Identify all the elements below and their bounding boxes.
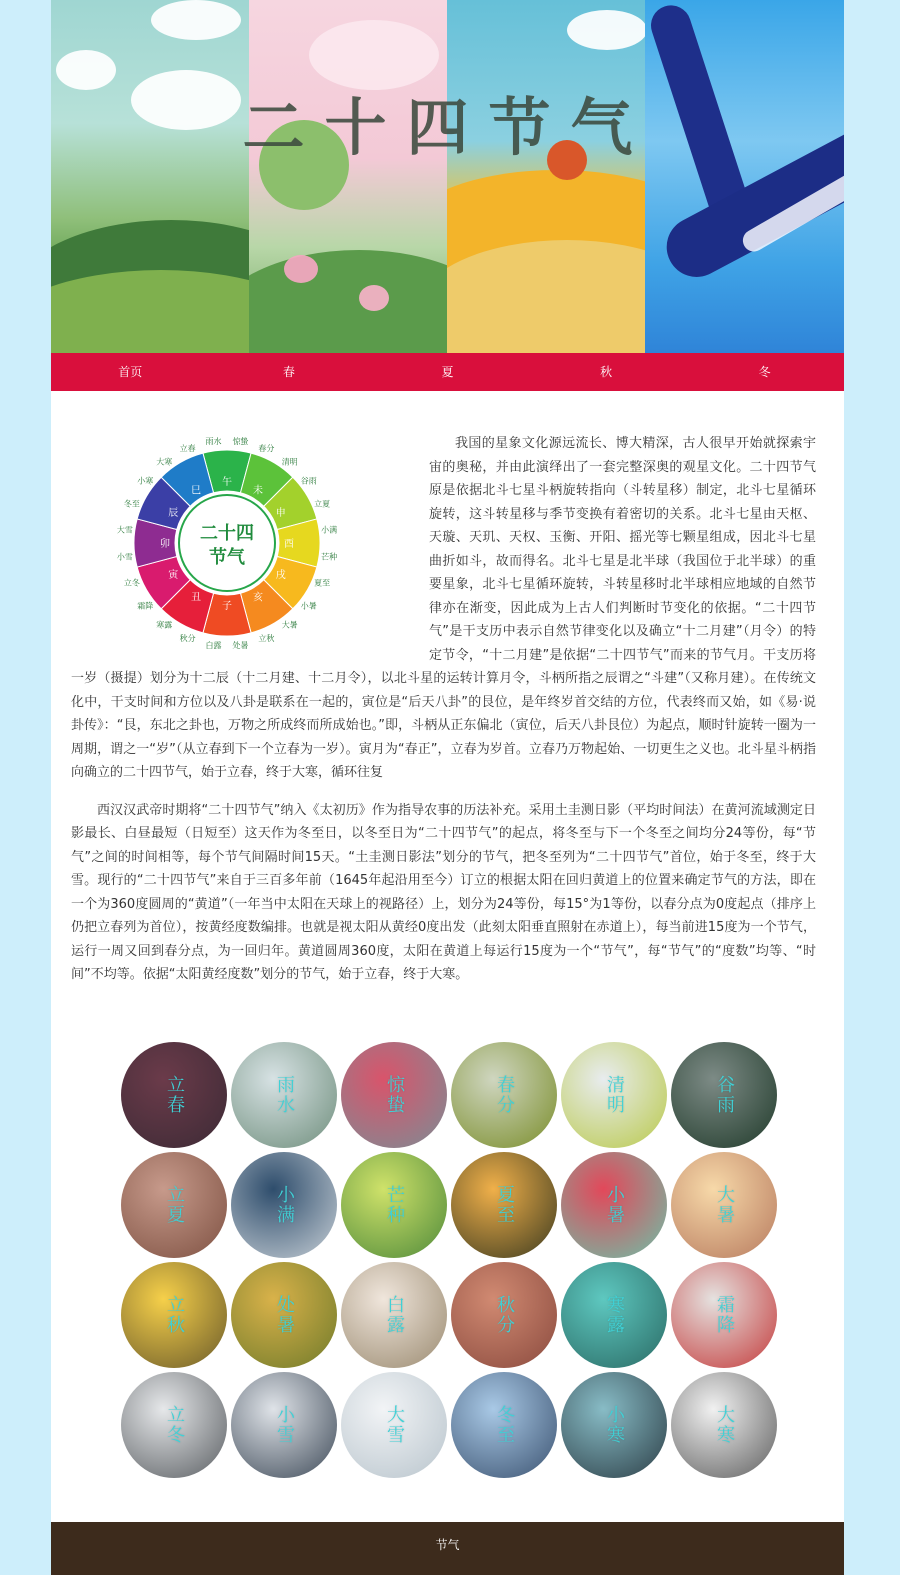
wheel-branch-label: 辰 <box>168 508 179 519</box>
wheel-term-label: 春分 <box>258 443 275 453</box>
nav-item-spring[interactable]: 春 <box>282 365 295 379</box>
solar-term-label: 清明 <box>604 1075 625 1115</box>
solar-term-label: 小暑 <box>604 1185 625 1225</box>
wheel-branch-label: 戌 <box>275 570 286 581</box>
solar-terms-wheel <box>116 432 338 654</box>
wheel-term-label: 立冬 <box>123 578 140 588</box>
solar-term-circle[interactable] <box>561 1152 667 1258</box>
wheel-branch-label: 未 <box>253 485 263 497</box>
solar-term-label: 春分 <box>494 1075 515 1115</box>
wheel-term-label: 大寒 <box>156 457 173 467</box>
banner-autumn-panel <box>447 0 645 353</box>
banner-spring-panel <box>51 0 249 353</box>
wheel-term-label: 霜降 <box>137 601 154 611</box>
header-banner <box>51 0 844 353</box>
solar-terms-wheel-figure <box>71 432 421 654</box>
solar-term-label: 寒露 <box>604 1295 625 1335</box>
wheel-term-label: 处暑 <box>232 641 249 651</box>
wheel-branch-label: 丑 <box>191 592 201 604</box>
solar-term-circle[interactable] <box>121 1152 227 1258</box>
solar-term-circle[interactable] <box>561 1042 667 1148</box>
solar-term-label: 雨水 <box>274 1075 295 1115</box>
wheel-term-label: 芒种 <box>321 552 338 562</box>
wheel-term-label: 夏至 <box>314 578 331 588</box>
wheel-term-label: 小雪 <box>116 552 133 562</box>
solar-term-circle[interactable] <box>341 1152 447 1258</box>
solar-term-circle[interactable] <box>121 1262 227 1368</box>
wheel-term-label: 秋分 <box>179 634 196 644</box>
wheel-term-label: 大暑 <box>281 620 298 630</box>
wheel-branch-label: 寅 <box>168 570 179 581</box>
solar-term-circle[interactable] <box>121 1372 227 1478</box>
solar-term-label: 小满 <box>274 1185 295 1225</box>
wheel-term-label: 雨水 <box>205 436 222 446</box>
wheel-term-label: 立春 <box>179 443 196 453</box>
wheel-branch-label: 亥 <box>253 592 263 604</box>
solar-term-circle[interactable] <box>121 1042 227 1148</box>
solar-term-label: 立夏 <box>164 1185 185 1225</box>
footer: 节气 <box>51 1522 844 1575</box>
wheel-branch-label: 巳 <box>191 485 201 497</box>
main-nav <box>51 353 844 391</box>
wheel-term-label: 惊蛰 <box>232 436 249 446</box>
solar-term-label: 夏至 <box>494 1185 515 1225</box>
solar-term-label: 冬至 <box>494 1405 515 1445</box>
solar-term-label: 立秋 <box>164 1295 185 1335</box>
wheel-title-line2: 节气 <box>209 547 245 568</box>
solar-term-circle[interactable] <box>231 1372 337 1478</box>
solar-term-label: 大雪 <box>384 1405 405 1445</box>
solar-term-circle[interactable] <box>341 1372 447 1478</box>
solar-term-circle[interactable] <box>561 1372 667 1478</box>
wheel-term-label: 冬至 <box>123 499 140 509</box>
wheel-term-label: 立夏 <box>314 499 331 509</box>
wheel-term-label: 小暑 <box>300 601 317 611</box>
solar-term-circle[interactable] <box>451 1042 557 1148</box>
wheel-branch-label: 子 <box>222 601 232 612</box>
solar-term-label: 谷雨 <box>714 1075 735 1115</box>
solar-term-label: 立春 <box>164 1075 185 1115</box>
solar-term-label: 小寒 <box>604 1405 625 1445</box>
solar-term-label: 惊蛰 <box>384 1075 405 1115</box>
wheel-term-label: 清明 <box>281 457 298 467</box>
wheel-term-label: 小寒 <box>137 476 154 486</box>
solar-term-label: 霜降 <box>714 1295 735 1335</box>
banner-title: 二十四节气 <box>242 91 653 164</box>
solar-term-circle[interactable] <box>671 1372 777 1478</box>
solar-term-circle[interactable] <box>671 1042 777 1148</box>
solar-term-circle[interactable] <box>341 1042 447 1148</box>
wheel-branch-label: 卯 <box>160 539 170 550</box>
wheel-term-label: 白露 <box>205 641 222 651</box>
nav-item-summer[interactable]: 夏 <box>441 365 454 379</box>
solar-term-circle[interactable] <box>341 1262 447 1368</box>
solar-term-circle[interactable] <box>451 1152 557 1258</box>
solar-term-circle[interactable] <box>231 1042 337 1148</box>
banner-summer-panel <box>249 0 447 353</box>
page-container <box>51 0 844 1575</box>
solar-term-label: 白露 <box>384 1295 405 1335</box>
banner-winter-panel <box>645 0 844 353</box>
solar-term-label: 立冬 <box>164 1405 185 1445</box>
solar-term-label: 秋分 <box>494 1295 515 1335</box>
article-paragraph-1: 我国的星象文化源远流长、博大精深，古人很早开始就探索宇宙的奥秘，并由此演绎出了一套完整深奥的观星文化。二十四节气原是依据北斗七星斗柄旋转指向（斗转星移）制定，北斗七星循环旋转，这斗转星移与季节变换有着密切的关系。北斗七星由天枢、天璇、天玑、天权、玉衡、开阳、摇光等七颗星组成，因北斗七星曲折如斗，故而得名。北斗七星是北半球（我国位于北半球）的重要星象，北斗七星循环旋转，斗转星移时北半球相应地域的自然节律亦在渐变，因此成为上古人们判断时节变化的依据。“二十四节气”是干支历中表示自然节律变化以及确立“十二月建”（月令）的特定节令，“十二月建”是依据“二十四节气”而来的节气月。干支历将一岁（摄提）划分为十二辰（十二月建、十二月令），以北斗星的运转计算月令，斗柄所指之辰谓之“斗建”（又称月建）。在传统文化中，干支时间和方位以及八卦是联系在一起的，寅位是“后天八卦”的艮位，是年终岁首交结的方位，代表终而又始，如《易·说卦传》：“艮，东北之卦也，万物之所成终而所成始也。”即，斗柄从正东偏北（寅位，后天八卦艮位）为起点，顺时针旋转一圈为一周期，谓之一“岁”（从立春到下一个立春为一岁）。寅月为“春正”，立春为岁首。立春乃万物起始、一切更生之义也。北斗星斗柄指向确立的二十四节气，始于立春，终于大寒，循环往复 <box>71 436 816 780</box>
solar-term-label: 大寒 <box>714 1405 735 1445</box>
wheel-branch-label: 酉 <box>284 539 294 550</box>
wheel-term-label: 立秋 <box>258 634 275 644</box>
solar-term-label: 小雪 <box>274 1405 295 1445</box>
solar-term-circle[interactable] <box>561 1262 667 1368</box>
wheel-term-label: 小满 <box>321 525 338 535</box>
solar-term-circle[interactable] <box>451 1262 557 1368</box>
nav-item-home[interactable]: 首页 <box>118 365 143 379</box>
wheel-branch-label: 午 <box>222 477 232 488</box>
nav-item-winter[interactable]: 冬 <box>758 365 771 379</box>
wheel-title-line1: 二十四 <box>200 523 254 544</box>
article-paragraph-2: 西汉汉武帝时期将“二十四节气”纳入《太初历》作为指导农事的历法补充。采用土圭测日影（平均时间法）在黄河流域测定日影最长、白昼最短（日短至）这天作为冬至日，以冬至日为“二十四节气”的起点，将冬至与下一个冬至之间均分24等份，每“节气”之间的时间相等，每个节气间隔时间15天。“土圭测日影法”划分的节气，把冬至列为“二十四节气”首位，始于冬至，终于大雪。现行的“二十四节气”来自于三百多年前（1645年起沿用至今）订立的根据太阳在回归黄道上的位置来确定节气的方法，即在一个为360度圆周的“黄道”（一年当中太阳在天球上的视路径）上，划分为24等份，每15°为1等份，以春分点为0度起点（排序上仍把立春列为首位），按黄经度数编排。也就是视太阳从黄经0度出发（此刻太阳垂直照射在赤道上），每当前进15度为一个节气，运行一周又回到春分点，为一回归年。黄道圆周360度，太阳在黄道上每运行15度为一个“节气”，每“节气”的“度数”均等、“时间”不均等。依据“太阳黄经度数”划分的节气，始于立春，终于大寒。 <box>71 802 816 982</box>
solar-term-label: 处暑 <box>274 1295 295 1335</box>
article-content <box>71 432 816 1001</box>
wheel-branch-label: 申 <box>275 508 286 519</box>
wheel-term-label: 寒露 <box>156 620 173 630</box>
wheel-term-label: 大雪 <box>116 525 133 535</box>
solar-term-circle[interactable] <box>671 1152 777 1258</box>
solar-term-label: 大暑 <box>714 1185 735 1225</box>
nav-item-autumn[interactable]: 秋 <box>600 365 613 379</box>
solar-term-label: 芒种 <box>384 1185 405 1225</box>
solar-term-circle[interactable] <box>671 1262 777 1368</box>
wheel-term-label: 谷雨 <box>300 476 317 486</box>
solar-term-circle[interactable] <box>231 1262 337 1368</box>
solar-term-circle[interactable] <box>451 1372 557 1478</box>
solar-term-circle[interactable] <box>231 1152 337 1258</box>
